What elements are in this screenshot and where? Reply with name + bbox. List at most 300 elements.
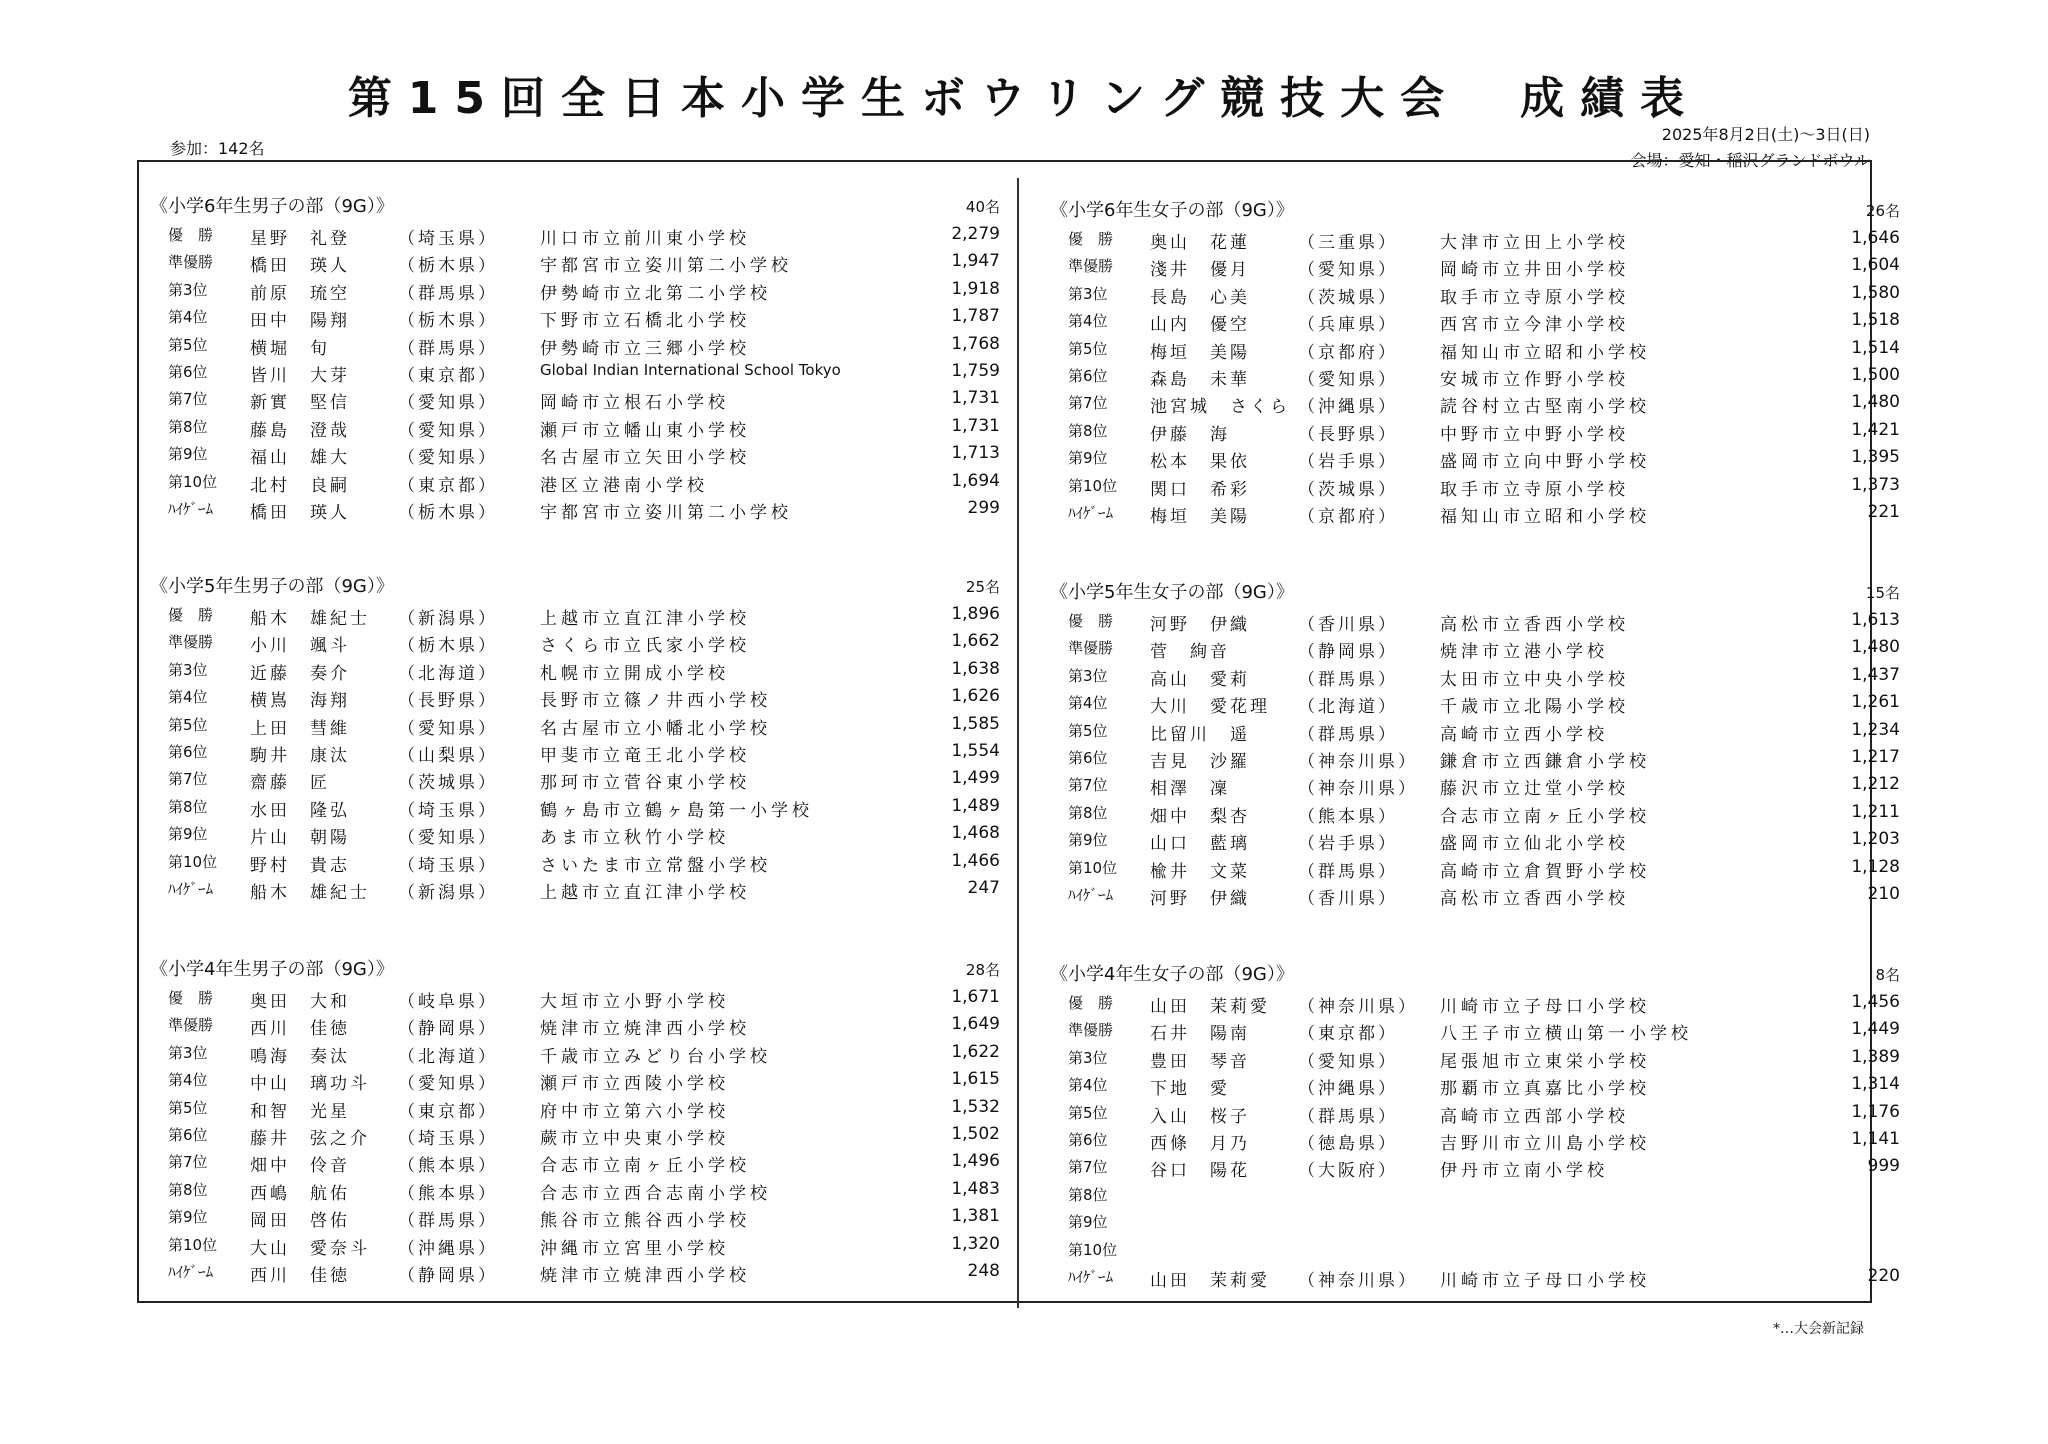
school-name: 上越市立直江津小学校 <box>540 882 750 903</box>
score: 1,500 <box>1851 364 1900 385</box>
result-row <box>1050 635 1900 662</box>
score: 1,212 <box>1851 774 1900 795</box>
rank-label: 第8位 <box>168 1180 208 1199</box>
school-name: 鶴ヶ島市立鶴ヶ島第一小学校 <box>540 800 813 821</box>
score: 1,203 <box>1851 829 1900 850</box>
score: 1,626 <box>951 686 1000 707</box>
section-title: 《小学4年生男子の部（9G）》 <box>150 959 394 980</box>
result-row <box>1050 882 1900 909</box>
result-row <box>150 684 1000 711</box>
school-name: 読谷村立古堅南小学校 <box>1440 397 1650 418</box>
player-name: 船木 雄紀士 <box>250 882 370 903</box>
player-name: 上田 彗維 <box>250 718 350 739</box>
player-name: 横堀 旬 <box>250 338 330 359</box>
prefecture: （香川県） <box>1298 888 1398 909</box>
prefecture: （栃木県） <box>398 502 498 523</box>
score: 299 <box>967 497 1000 518</box>
prefecture: （茨城県） <box>1298 287 1398 308</box>
prefecture: （熊本県） <box>398 1183 498 1204</box>
prefecture: （栃木県） <box>398 311 498 332</box>
rank-label: 第6位 <box>1068 748 1108 767</box>
result-row <box>1050 1209 1900 1236</box>
score: 1,731 <box>951 388 1000 409</box>
result-row <box>1050 1237 1900 1264</box>
rank-label: 第3位 <box>168 660 208 679</box>
result-row <box>150 469 1000 496</box>
school-name: Global Indian International School Tokyo <box>540 360 841 379</box>
score: 1,604 <box>1851 255 1900 276</box>
player-name: 奥山 花蓮 <box>1150 233 1250 253</box>
column-divider <box>1017 178 1019 1308</box>
score: 1,554 <box>951 740 1000 761</box>
rank-label: ﾊｲｹﾞｰﾑ <box>1068 885 1114 904</box>
prefecture: （愛知県） <box>398 420 498 441</box>
prefecture: （京都府） <box>1298 506 1398 527</box>
player-name: 梅垣 美陽 <box>1150 506 1250 527</box>
rank-label: 第6位 <box>1068 366 1108 385</box>
player-name: 菅 絢音 <box>1150 642 1230 663</box>
prefecture: （静岡県） <box>398 1019 498 1040</box>
prefecture: （埼玉県） <box>398 855 498 876</box>
rank-label: 第7位 <box>1068 776 1108 795</box>
score: 1,496 <box>951 1151 1000 1172</box>
score: 221 <box>1867 501 1900 522</box>
player-name: 谷口 陽花 <box>1150 1161 1250 1182</box>
footnote-record: *…大会新記録 <box>1773 1321 1864 1337</box>
player-name: 北村 良嗣 <box>250 475 350 496</box>
player-name: 和智 光星 <box>250 1101 350 1122</box>
rank-label: 優 勝 <box>168 989 214 1007</box>
result-row <box>1050 1072 1900 1099</box>
rank-label: 第4位 <box>168 308 208 327</box>
player-name: 藤島 澄哉 <box>250 420 350 441</box>
prefecture: （群馬県） <box>1298 669 1398 690</box>
prefecture: （山梨県） <box>398 745 498 766</box>
player-name: 鳴海 奏汰 <box>250 1046 350 1067</box>
player-name: 豊田 琴音 <box>1150 1051 1250 1072</box>
rank-label: 準優勝 <box>1068 1021 1114 1040</box>
school-name: 蕨市立中央東小学校 <box>540 1128 729 1149</box>
rank-label: ﾊｲｹﾞｰﾑ <box>1068 1267 1114 1286</box>
prefecture: （長野県） <box>1298 424 1398 445</box>
school-name: さくら市立氏家小学校 <box>540 636 750 657</box>
prefecture: （静岡県） <box>1298 642 1398 663</box>
result-row <box>150 766 1000 793</box>
prefecture: （北海道） <box>1298 697 1398 718</box>
rank-label: 第3位 <box>1068 666 1108 685</box>
score: 1,514 <box>1851 337 1900 358</box>
section-header <box>1050 196 1900 226</box>
prefecture: （群馬県） <box>1298 1106 1398 1127</box>
result-row <box>150 414 1000 441</box>
score: 1,217 <box>1851 746 1900 767</box>
result-row <box>1050 445 1900 472</box>
school-name: 瀬戸市立幡山東小学校 <box>540 420 750 441</box>
score: 1,314 <box>1851 1074 1900 1095</box>
prefecture: （熊本県） <box>1298 806 1398 827</box>
school-name: 伊勢崎市立三郷小学校 <box>540 338 750 359</box>
prefecture: （岐阜県） <box>398 992 498 1012</box>
result-row <box>150 1012 1000 1039</box>
school-name: 合志市立西合志南小学校 <box>540 1183 771 1204</box>
rank-label: 第3位 <box>168 280 208 299</box>
section-header <box>150 192 1000 222</box>
score: 1,518 <box>1851 310 1900 331</box>
result-row <box>1050 473 1900 500</box>
result-row <box>1050 336 1900 363</box>
player-name: 大山 愛奈斗 <box>250 1238 370 1259</box>
school-name: 熊谷市立熊谷西小学校 <box>540 1211 750 1232</box>
result-row <box>150 1177 1000 1204</box>
result-row <box>1050 1264 1900 1291</box>
rank-label: 第5位 <box>168 1098 208 1117</box>
score: 220 <box>1867 1265 1900 1286</box>
player-name: 大川 愛花理 <box>1150 697 1270 718</box>
player-name: 関口 希彩 <box>1150 479 1250 500</box>
school-name: 大津市立田上小学校 <box>1440 233 1629 253</box>
result-row <box>1050 608 1900 635</box>
school-name: 那覇市立真嘉比小学校 <box>1440 1079 1650 1100</box>
prefecture: （新潟県） <box>398 882 498 903</box>
school-name: 岡崎市立井田小学校 <box>1440 260 1629 281</box>
player-name: 駒井 康汰 <box>250 745 350 766</box>
rank-label: 第5位 <box>168 335 208 354</box>
player-name: 伊藤 海 <box>1150 424 1230 445</box>
section-header <box>1050 578 1900 608</box>
school-name: 安城市立作野小学校 <box>1440 369 1629 390</box>
school-name: 伊勢崎市立北第二小学校 <box>540 283 771 304</box>
section-header <box>150 955 1000 985</box>
page-title: 第15回全日本小学生ボウリング競技大会 成績表 <box>347 73 1701 124</box>
result-row <box>150 1259 1000 1286</box>
section-boys-grade6 <box>150 192 1000 523</box>
score: 1,261 <box>1851 692 1900 713</box>
result-row <box>150 277 1000 304</box>
score: 2,279 <box>951 224 1000 244</box>
player-name: 橋田 瑛人 <box>250 256 350 277</box>
score: 247 <box>967 877 1000 898</box>
player-name: 西條 月乃 <box>1150 1133 1250 1154</box>
rank-label: ﾊｲｹﾞｰﾑ <box>1068 503 1114 522</box>
player-name: 藤井 弦之介 <box>250 1128 370 1149</box>
player-name: 横嶌 海翔 <box>250 691 350 712</box>
result-row <box>150 359 1000 386</box>
result-row <box>1050 363 1900 390</box>
score: 1,502 <box>951 1123 1000 1144</box>
result-row <box>150 332 1000 359</box>
rank-label: 第8位 <box>168 417 208 436</box>
player-name: 水田 隆弘 <box>250 800 350 821</box>
score: 1,694 <box>951 470 1000 491</box>
result-row <box>150 1149 1000 1176</box>
score: 1,373 <box>1851 474 1900 495</box>
section-header <box>1050 960 1900 990</box>
result-row <box>1050 1182 1900 1209</box>
school-name: 長野市立篠ノ井西小学校 <box>540 691 771 712</box>
score: 1,128 <box>1851 856 1900 877</box>
score: 1,456 <box>1851 992 1900 1012</box>
school-name: 高松市立香西小学校 <box>1440 888 1629 909</box>
result-row <box>1050 1045 1900 1072</box>
result-row <box>1050 1154 1900 1181</box>
player-name: 野村 貴志 <box>250 855 350 876</box>
result-row <box>1050 718 1900 745</box>
player-name: 新實 堅信 <box>250 393 350 414</box>
result-row <box>1050 253 1900 280</box>
result-row <box>1050 308 1900 335</box>
prefecture: （愛知県） <box>1298 369 1398 390</box>
rank-label: 第9位 <box>168 825 208 844</box>
rank-label: 第6位 <box>168 362 208 381</box>
result-row <box>1050 663 1900 690</box>
rank-label: 第6位 <box>168 1125 208 1144</box>
rank-label: 第9位 <box>168 445 208 464</box>
score: 1,622 <box>951 1041 1000 1062</box>
prefecture: （群馬県） <box>398 1211 498 1232</box>
result-row <box>150 441 1000 468</box>
section-girls-grade6 <box>1050 196 1900 527</box>
prefecture: （茨城県） <box>1298 479 1398 500</box>
player-name: 高山 愛莉 <box>1150 669 1250 690</box>
school-name: 上越市立直江津小学校 <box>540 609 750 629</box>
participant-count: 参加：142名 <box>170 139 265 158</box>
prefecture: （愛知県） <box>398 393 498 414</box>
school-name: 西宮市立今津小学校 <box>1440 315 1629 336</box>
rank-label: 第9位 <box>1068 449 1108 468</box>
section-entry-count: 40名 <box>965 198 1000 216</box>
prefecture: （北海道） <box>398 663 498 684</box>
score: 999 <box>1867 1156 1900 1177</box>
prefecture: （沖縄県） <box>1298 397 1398 418</box>
rank-label: 第3位 <box>168 1043 208 1062</box>
player-name: 田中 陽翔 <box>250 311 350 332</box>
school-name: 高崎市立西小学校 <box>1440 724 1608 745</box>
result-row <box>150 629 1000 656</box>
rank-label: 第6位 <box>168 742 208 761</box>
rank-label: ﾊｲｹﾞｰﾑ <box>168 879 214 898</box>
score: 1,615 <box>951 1069 1000 1090</box>
school-name: 高松市立香西小学校 <box>1440 615 1629 635</box>
player-name: 船木 雄紀士 <box>250 609 370 629</box>
rank-label: 第5位 <box>1068 721 1108 740</box>
prefecture: （栃木県） <box>398 256 498 277</box>
player-name: 畑中 梨杏 <box>1150 806 1250 827</box>
result-row <box>1050 690 1900 717</box>
school-name: 那珂市立菅谷東小学校 <box>540 773 750 794</box>
prefecture: （東京都） <box>398 475 498 496</box>
prefecture: （長野県） <box>398 691 498 712</box>
school-name: 宇都宮市立姿川第二小学校 <box>540 502 792 523</box>
prefecture: （沖縄県） <box>398 1238 498 1259</box>
result-row <box>1050 281 1900 308</box>
rank-label: 第10位 <box>1068 858 1118 877</box>
rank-label: ﾊｲｹﾞｰﾑ <box>168 499 214 518</box>
school-name: 府中市立第六小学校 <box>540 1101 729 1122</box>
prefecture: （静岡県） <box>398 1265 498 1286</box>
result-row <box>1050 990 1900 1017</box>
result-row <box>150 1122 1000 1149</box>
score: 1,320 <box>951 1233 1000 1254</box>
school-name: 川口市立前川東小学校 <box>540 229 750 249</box>
score: 1,580 <box>1851 282 1900 303</box>
prefecture: （神奈川県） <box>1298 779 1418 800</box>
player-name: 石井 陽南 <box>1150 1024 1250 1045</box>
player-name: 相澤 凜 <box>1150 779 1230 800</box>
player-name: 山口 藍璃 <box>1150 834 1250 855</box>
rank-label: 第8位 <box>1068 803 1108 822</box>
result-row <box>150 386 1000 413</box>
school-name: 盛岡市立仙北小学校 <box>1440 834 1629 855</box>
result-row <box>1050 1100 1900 1127</box>
rank-label: 第10位 <box>1068 1240 1118 1259</box>
result-row <box>150 849 1000 876</box>
prefecture: （神奈川県） <box>1298 751 1418 772</box>
score: 1,646 <box>1851 228 1900 248</box>
score: 1,468 <box>951 823 1000 844</box>
score: 1,480 <box>1851 392 1900 413</box>
result-row <box>1050 500 1900 527</box>
school-name: さいたま市立常盤小学校 <box>540 855 771 876</box>
rank-label: 第8位 <box>168 797 208 816</box>
prefecture: （兵庫県） <box>1298 315 1398 336</box>
prefecture: （神奈川県） <box>1298 997 1418 1017</box>
player-name: 河野 伊織 <box>1150 615 1250 635</box>
school-name: 合志市立南ヶ丘小学校 <box>1440 806 1650 827</box>
score: 1,499 <box>951 768 1000 789</box>
school-name: 名古屋市立矢田小学校 <box>540 448 750 469</box>
result-row <box>1050 827 1900 854</box>
event-dates: 2025年8月2日(土)～3日(日) <box>1661 125 1870 144</box>
section-girls-grade5 <box>1050 578 1900 909</box>
score: 1,141 <box>1851 1128 1900 1149</box>
result-row <box>1050 390 1900 417</box>
score: 1,381 <box>951 1206 1000 1227</box>
school-name: 千歳市立北陽小学校 <box>1440 697 1629 718</box>
prefecture: （埼玉県） <box>398 800 498 821</box>
player-name: 岡田 啓佑 <box>250 1211 350 1232</box>
school-name: 福知山市立昭和小学校 <box>1440 506 1650 527</box>
prefecture: （京都府） <box>1298 342 1398 363</box>
score: 1,466 <box>951 850 1000 871</box>
score: 1,437 <box>1851 664 1900 685</box>
score: 1,489 <box>951 795 1000 816</box>
score: 1,449 <box>1851 1019 1900 1040</box>
rank-label: 第5位 <box>1068 1103 1108 1122</box>
rank-label: 第3位 <box>1068 284 1108 303</box>
school-name: 岡崎市立根石小学校 <box>540 393 729 414</box>
school-name: 港区立港南小学校 <box>540 475 708 496</box>
school-name: 合志市立南ヶ丘小学校 <box>540 1156 750 1177</box>
rank-label: 第10位 <box>168 1235 218 1254</box>
rank-label: 第5位 <box>168 715 208 734</box>
result-row <box>1050 418 1900 445</box>
prefecture: （徳島県） <box>1298 1133 1398 1154</box>
score: 1,421 <box>1851 419 1900 440</box>
player-name: 近藤 奏介 <box>250 663 350 684</box>
score: 1,585 <box>951 713 1000 734</box>
school-name: 焼津市立焼津西小学校 <box>540 1265 750 1286</box>
score: 1,483 <box>951 1178 1000 1199</box>
rank-label: 優 勝 <box>1068 994 1114 1012</box>
result-row <box>150 1204 1000 1231</box>
player-name: 西嶋 航佑 <box>250 1183 350 1204</box>
score: 1,731 <box>951 415 1000 436</box>
player-name: 楡井 文菜 <box>1150 861 1250 882</box>
rank-label: 第4位 <box>1068 694 1108 713</box>
rank-label: 第7位 <box>168 1153 208 1172</box>
score: 1,896 <box>951 604 1000 624</box>
result-row <box>150 876 1000 903</box>
rank-label: 第10位 <box>168 472 218 491</box>
result-row <box>1050 1127 1900 1154</box>
school-name: 吉野川市立川島小学校 <box>1440 1133 1650 1154</box>
player-name: 小川 颯斗 <box>250 636 350 657</box>
rank-label: 第5位 <box>1068 339 1108 358</box>
rank-label: 第7位 <box>1068 394 1108 413</box>
result-row <box>150 1095 1000 1122</box>
score: 1,395 <box>1851 447 1900 468</box>
score: 1,759 <box>951 360 1000 381</box>
rank-label: 第4位 <box>1068 1076 1108 1095</box>
school-name: 八王子市立横山第一小学校 <box>1440 1024 1692 1045</box>
player-name: 西川 佳徳 <box>250 1019 350 1040</box>
result-row <box>150 222 1000 249</box>
rank-label: 第6位 <box>1068 1130 1108 1149</box>
result-row <box>150 712 1000 739</box>
score: 1,234 <box>1851 719 1900 740</box>
section-header <box>150 572 1000 602</box>
result-row <box>150 304 1000 331</box>
prefecture: （東京都） <box>398 365 498 386</box>
prefecture: （香川県） <box>1298 615 1398 635</box>
result-row <box>150 821 1000 848</box>
rank-label: 準優勝 <box>1068 639 1114 658</box>
rank-label: 準優勝 <box>168 1016 214 1035</box>
event-venue: 会場：愛知・稲沢グランドボウル <box>1630 151 1870 170</box>
score: 1,176 <box>1851 1101 1900 1122</box>
school-name: あま市立秋竹小学校 <box>540 828 729 849</box>
school-name: 焼津市立港小学校 <box>1440 642 1608 663</box>
rank-label: 第4位 <box>168 688 208 707</box>
section-entry-count: 28名 <box>965 961 1000 979</box>
prefecture: （北海道） <box>398 1046 498 1067</box>
player-name: 河野 伊織 <box>1150 888 1250 909</box>
player-name: 松本 果依 <box>1150 452 1250 473</box>
result-row <box>150 496 1000 523</box>
score: 1,613 <box>1851 610 1900 630</box>
rank-label: 第10位 <box>1068 476 1118 495</box>
prefecture: （愛知県） <box>398 1074 498 1095</box>
player-name: 梅垣 美陽 <box>1150 342 1250 363</box>
prefecture: （群馬県） <box>1298 724 1398 745</box>
prefecture: （新潟県） <box>398 609 498 629</box>
player-name: 西川 佳徳 <box>250 1265 350 1286</box>
prefecture: （沖縄県） <box>1298 1079 1398 1100</box>
player-name: 片山 朝陽 <box>250 828 350 849</box>
prefecture: （埼玉県） <box>398 1128 498 1149</box>
result-row <box>150 1067 1000 1094</box>
player-name: 山内 優空 <box>1150 315 1250 336</box>
player-name: 入山 桜子 <box>1150 1106 1250 1127</box>
rank-label: 優 勝 <box>168 226 214 244</box>
player-name: 奥田 大和 <box>250 992 350 1012</box>
school-name: 下野市立石橋北小学校 <box>540 311 750 332</box>
school-name: 名古屋市立小幡北小学校 <box>540 718 771 739</box>
prefecture: （群馬県） <box>1298 861 1398 882</box>
prefecture: （愛知県） <box>1298 260 1398 281</box>
school-name: 盛岡市立向中野小学校 <box>1440 452 1650 473</box>
school-name: 伊丹市立南小学校 <box>1440 1161 1608 1182</box>
